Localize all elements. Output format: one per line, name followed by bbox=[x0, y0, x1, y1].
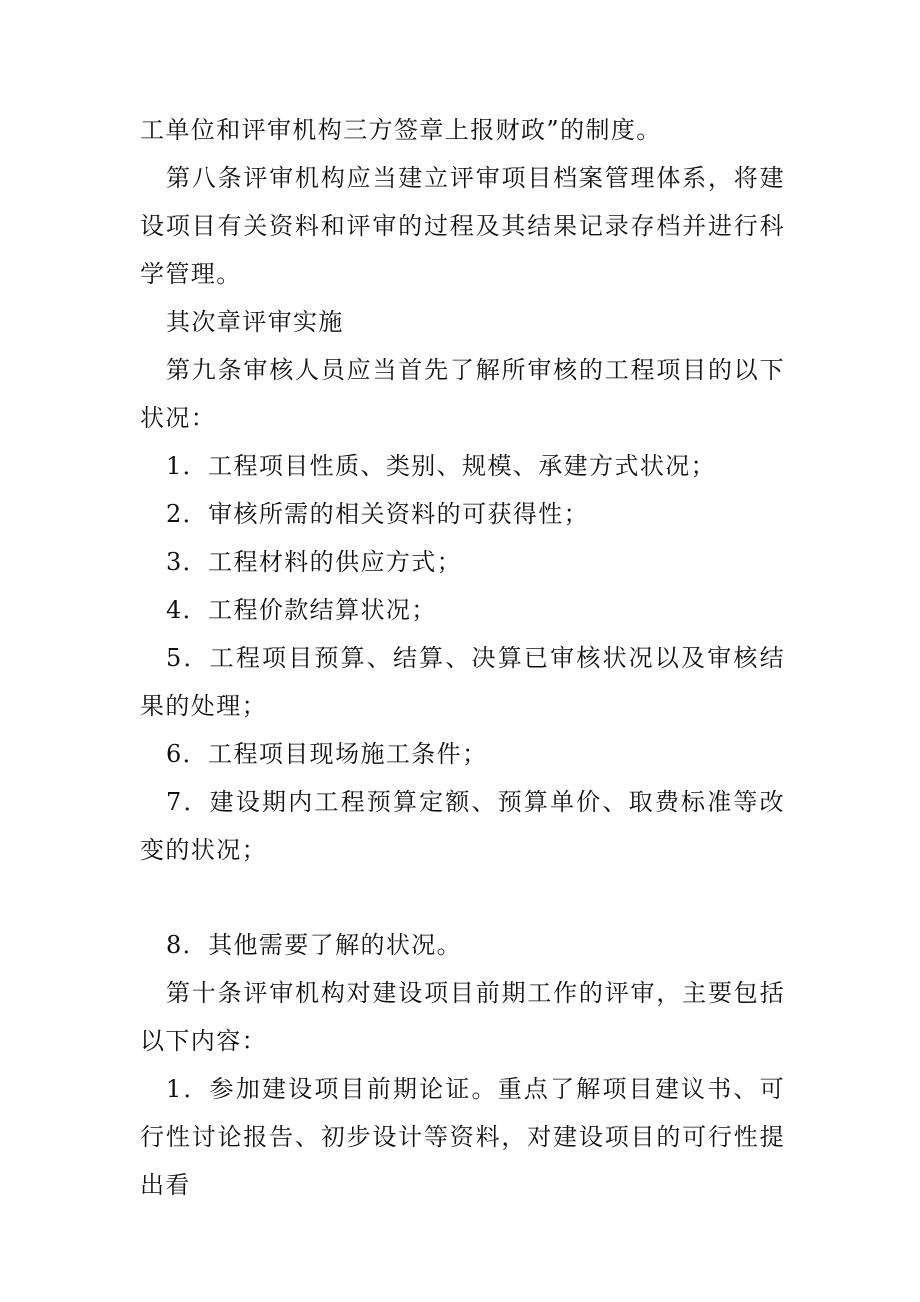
list-item-4: 4．工程价款结算状况； bbox=[166, 596, 437, 624]
list-item-10-1: 1．参加建设项目前期论证。重点了解项目建议书、可行性讨论报告、初步设计等资料，对建设项目的可行性提出看 bbox=[140, 1075, 785, 1199]
paragraph-article-9: 第九条审核人员应当首先了解所审核的工程项目的以下状况： bbox=[140, 356, 785, 432]
list-item-8: 8．其他需要了解的状况。 bbox=[166, 931, 463, 959]
list-item-1: 1．工程项目性质、类别、规模、承建方式状况； bbox=[166, 452, 717, 480]
list-item-3: 3．工程材料的供应方式； bbox=[166, 548, 463, 576]
paragraph-article-8: 第八条评审机构应当建立评审项目档案管理体系，将建设项目有关资料和评审的过程及其结果记录存档并进行科学管理。 bbox=[140, 164, 785, 288]
paragraph-article-10: 第十条评审机构对建设项目前期工作的评审，主要包括以下内容： bbox=[140, 979, 785, 1055]
paragraph-continuation: 工单位和评审机构三方签章上报财政”的制度。 bbox=[140, 116, 662, 144]
chapter-heading: 其次章评审实施 bbox=[166, 308, 344, 336]
list-item-6: 6．工程项目现场施工条件； bbox=[166, 740, 488, 768]
list-item-5: 5．工程项目预算、结算、决算已审核状况以及审核结果的处理； bbox=[140, 644, 785, 720]
list-item-2: 2．审核所需的相关资料的可获得性； bbox=[166, 500, 590, 528]
paragraph-gap bbox=[140, 874, 785, 921]
document-body bbox=[140, 106, 785, 1209]
list-item-7: 7．建设期内工程预算定额、预算单价、取费标准等改变的状况； bbox=[140, 788, 785, 864]
